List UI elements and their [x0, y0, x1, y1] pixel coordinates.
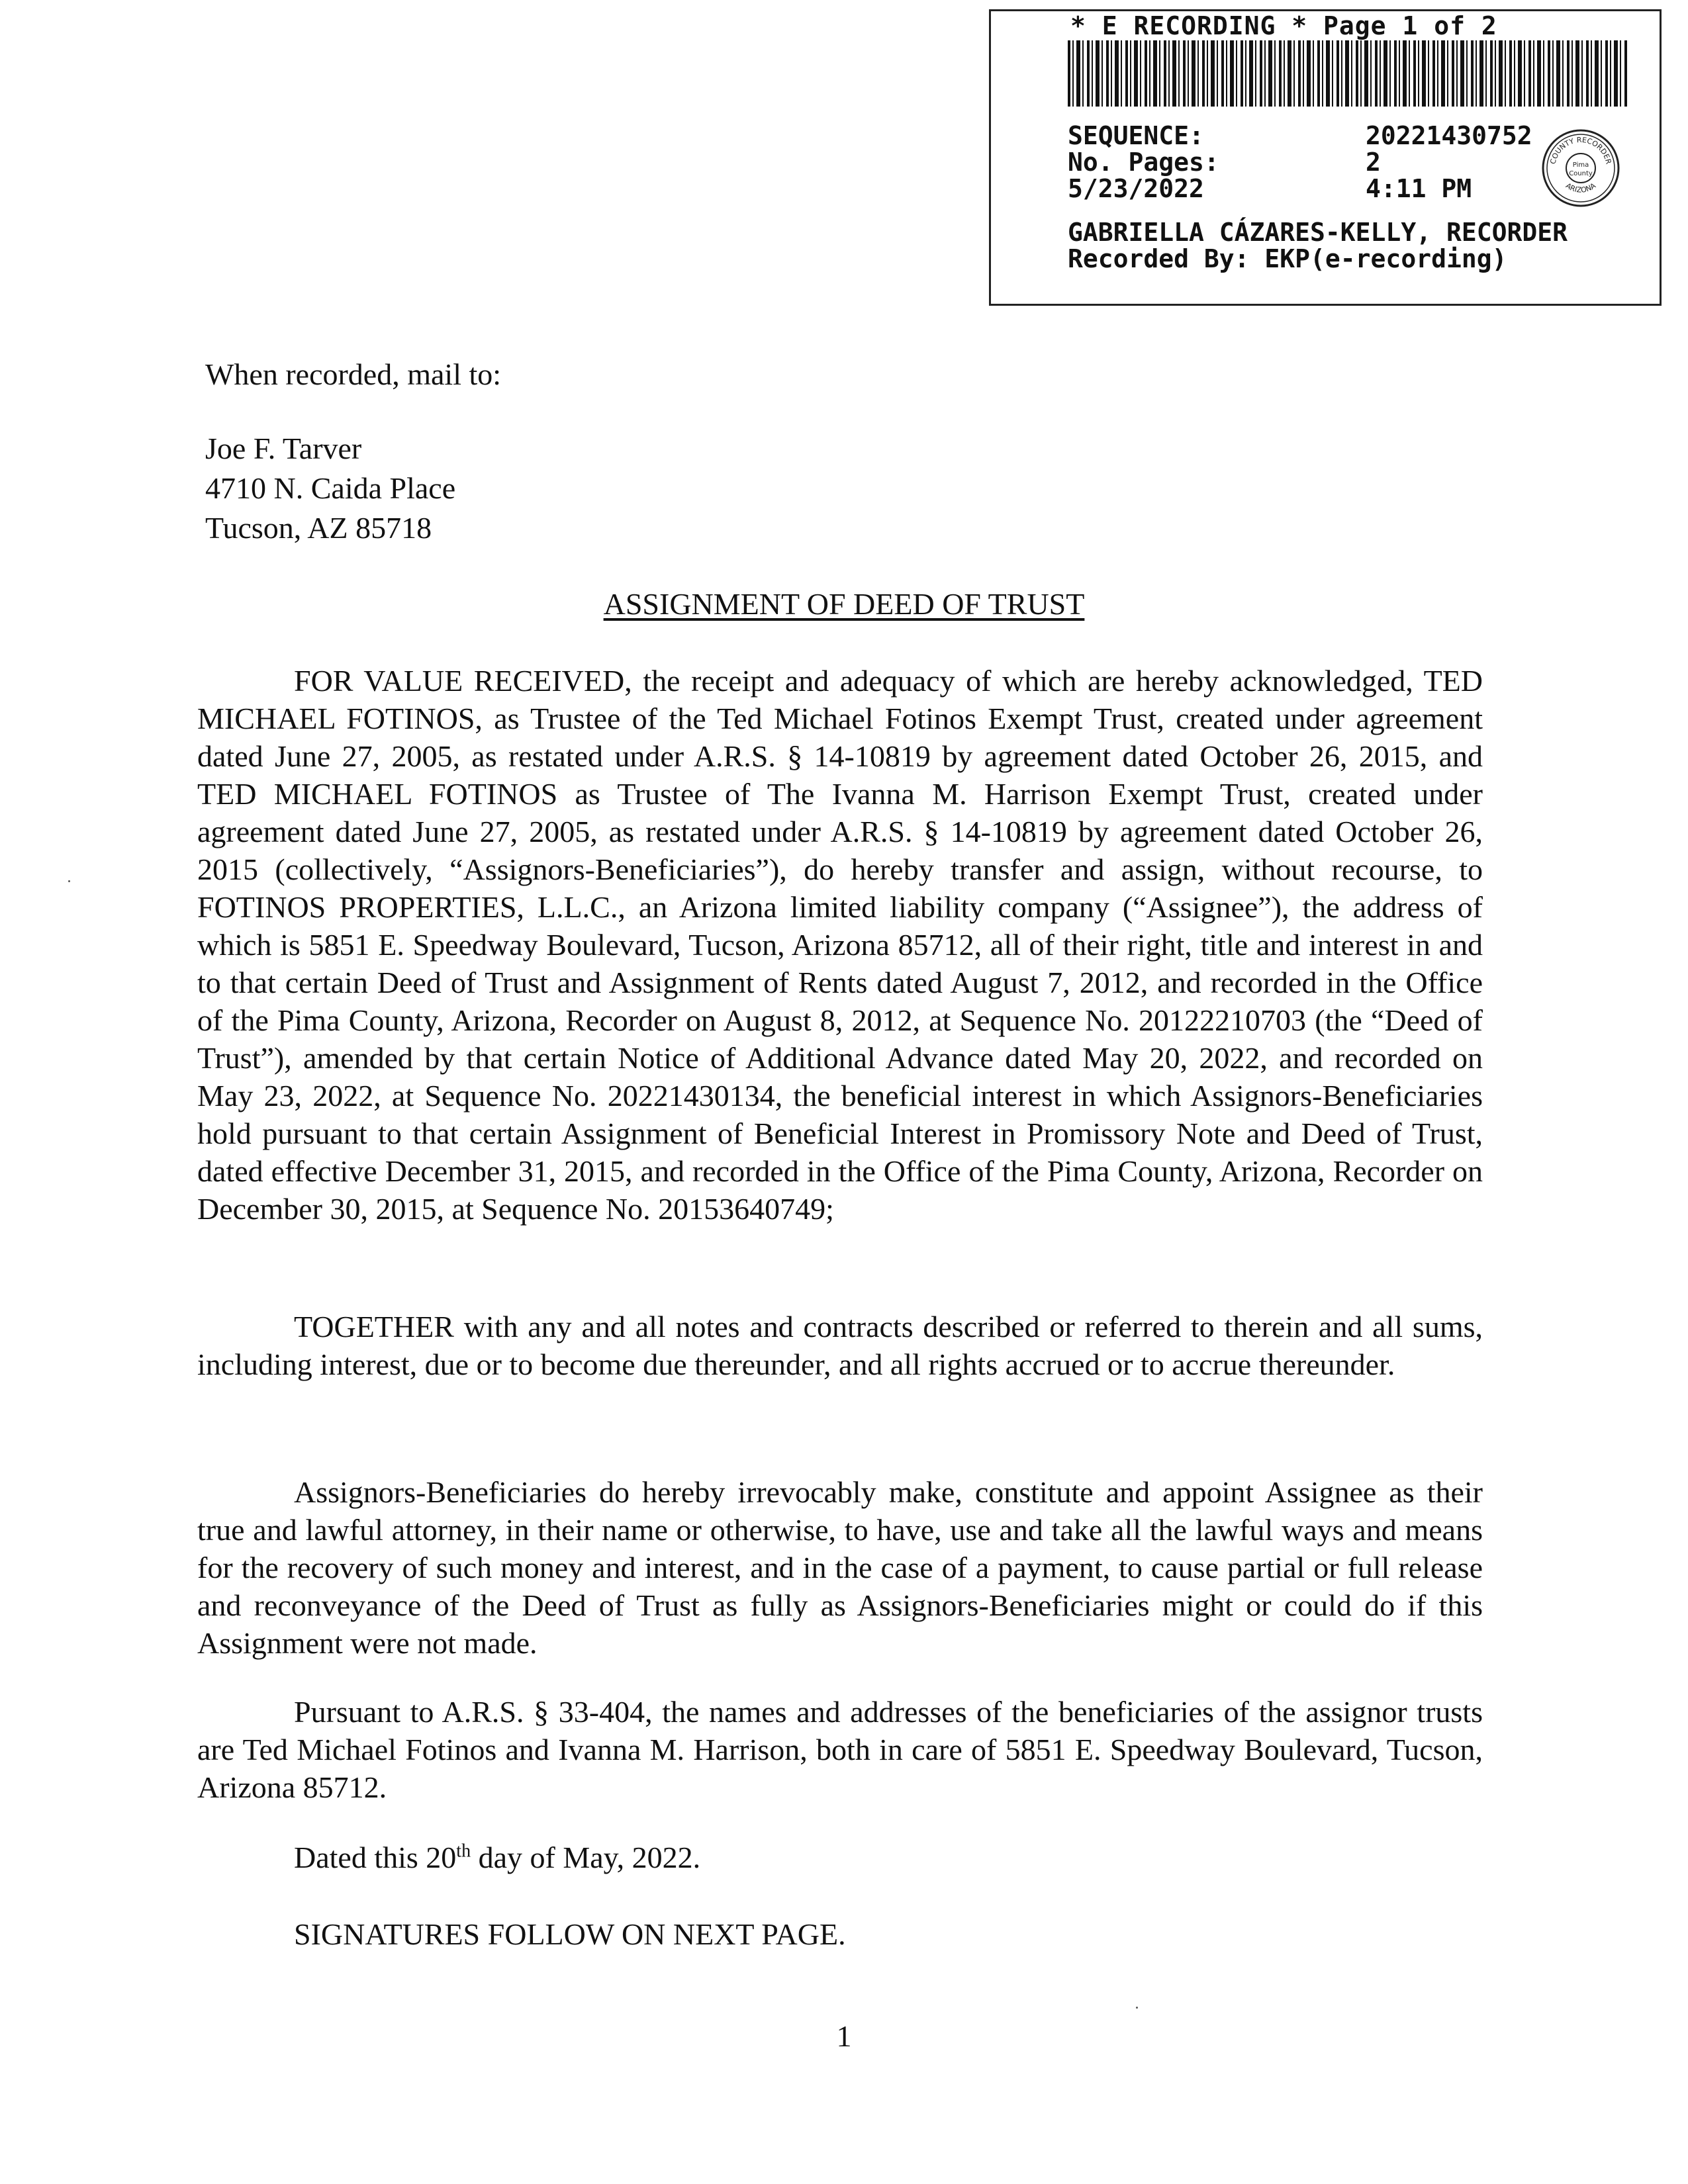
pages-label: No. Pages: [1068, 148, 1219, 177]
sequence-value: 20221430752 [1366, 121, 1532, 150]
recording-stamp [989, 9, 1662, 306]
dated-line: Dated this 20th day of May, 2022. [294, 1841, 701, 1874]
paragraph-attorney: Assignors-Beneficiaries do hereby irrevocably make, constitute and appoint Assignee as their true and lawful attorney, in their name or otherwise, to have, use and take all the lawful ways and means for the recovery of such money and interest, and in the case of a payment, to cause partial or full release and reconveyance of the Deed of Trust as fully as Assignors-Beneficiaries might or could do if this Assignment were not made. [197, 1475, 1483, 1660]
scan-speck [1136, 2007, 1138, 2009]
mail-to-city: Tucson, AZ 85718 [205, 511, 432, 545]
scan-speck [68, 880, 70, 882]
paragraph-assignment: FOR VALUE RECEIVED, the receipt and adequacy of which are hereby acknowledged, TED MICHAEL FOTINOS, as Trustee of the Ted Michael Fotinos Exempt Trust, created under agreement dated June 27, 2005, as restated under A.R.S. § 14-10819 by agreement dated October 26, 2015, and TED MICHAEL FOTINOS as Trustee of The Ivanna M. Harrison Exempt Trust, created under agreement dated June 27, 2005, as restated under A.R.S. § 14-10819 by agreement dated October 26, 2015 (collectively, “Assignors-Beneficiaries”), do hereby transfer and assign, without recourse, to FOTINOS PROPERTIES, L.L.C., an Arizona limited liability company (“Assignee”), the address of which is 5851 E. Speedway Boulevard, Tucson, Arizona 85712, all of their right, title and interest in and to that certain Deed of Trust and Assignment of Rents dated August 7, 2012, and recorded in the Office of the Pima County, Arizona, Recorder on August 8, 2012, at Sequence No. 20122210703 (the “Deed of Trust”), amended by that certain Notice of Additional Advance dated May 20, 2022, and recorded on May 23, 2022, at Sequence No. 20221430134, the beneficial interest in which Assignors-Beneficiaries hold pursuant to that certain Assignment of Beneficial Interest in Promissory Note and Deed of Trust, dated effective December 31, 2015, and recorded in the Office of the Pima County, Arizona, Recorder on December 30, 2015, at Sequence No. 20153640749; [197, 664, 1483, 1226]
paragraph-together: TOGETHER with any and all notes and contracts described or referred to therein and all sums, including interest, due or to become due thereunder, and all rights accrued or to accrue thereunder. [197, 1310, 1483, 1381]
seal-center-text-1: Pima [1572, 161, 1589, 169]
stamp-header: * E RECORDING * Page 1 of 2 [1070, 11, 1497, 40]
recorded-by: Recorded By: EKP(e-recording) [1068, 244, 1507, 273]
signatures-note: SIGNATURES FOLLOW ON NEXT PAGE. [294, 1917, 846, 1951]
pages-value: 2 [1366, 148, 1381, 177]
seal-ring-text: COUNTY RECORDER [1548, 135, 1613, 165]
recording-date: 5/23/2022 [1068, 174, 1204, 203]
mail-to-name: Joe F. Tarver [205, 432, 362, 465]
page-number: 1 [836, 2019, 852, 2053]
mail-to-street: 4710 N. Caida Place [205, 471, 456, 505]
seal-bottom-text: ARIZONA [1564, 181, 1598, 195]
recorder-name: GABRIELLA CÁZARES-KELLY, RECORDER [1068, 218, 1568, 247]
paragraph-beneficiaries: Pursuant to A.R.S. § 33-404, the names and addresses of the beneficiaries of the assignor trusts are Ted Michael Fotinos and Ivanna M. Harrison, both in care of 5851 E. Speedway Boulevard, Tucson, Arizona 85712. [197, 1695, 1483, 1804]
document-title: ASSIGNMENT OF DEED OF TRUST [603, 587, 1085, 621]
barcode-icon [1068, 40, 1629, 107]
seal-center-text-2: County [1569, 170, 1593, 177]
county-seal-icon [1540, 128, 1621, 208]
sequence-label: SEQUENCE: [1068, 121, 1204, 150]
recording-time: 4:11 PM [1366, 174, 1472, 203]
mail-to-label: When recorded, mail to: [205, 357, 502, 391]
